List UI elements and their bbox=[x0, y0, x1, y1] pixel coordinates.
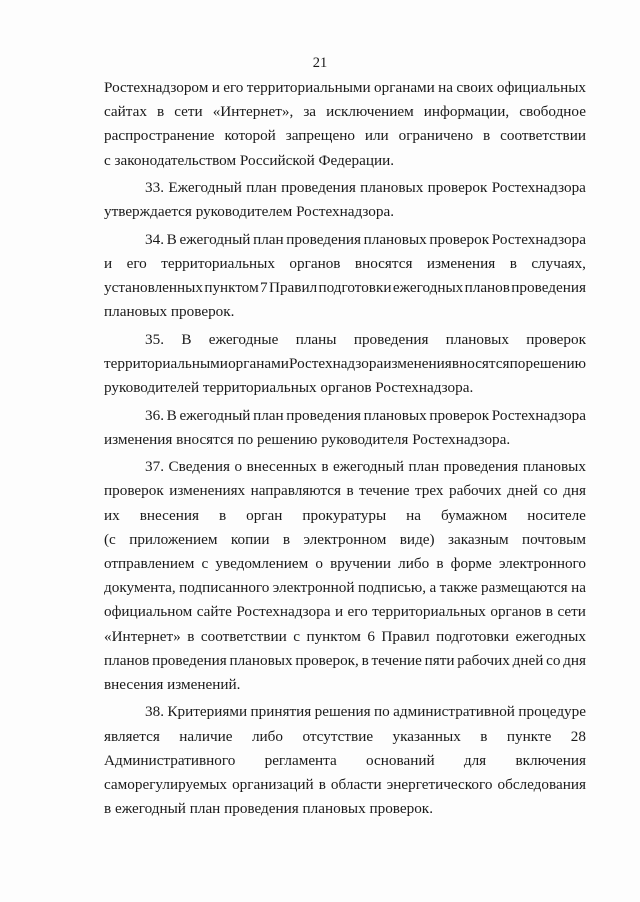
text-line: внесения изменений. bbox=[104, 675, 241, 693]
paragraph-38-first-line: 38. Критериями принятия решения по административной процедуре bbox=[145, 703, 586, 721]
text-line: Административного регламента оснований для включения bbox=[104, 751, 586, 769]
text-line: и его территориальных органов вносятся изменения в случаях, bbox=[104, 254, 586, 272]
text-line: их внесения в орган прокуратуры на бумажном носителе bbox=[104, 506, 586, 524]
text-line: сайтах в сети «Интернет», за исключением информации, свободное bbox=[104, 103, 586, 121]
text-line: «Интернет» в соответствии с пунктом 6 Правил подготовки ежегодных bbox=[104, 627, 586, 645]
text-line: отправлением с уведомлением о вручении либо в форме электронного bbox=[104, 555, 586, 573]
text-line: руководителей территориальных органов Ростехнадзора. bbox=[104, 379, 474, 397]
text-line: (с приложением копии в электронном виде) заказным почтовым bbox=[104, 530, 586, 548]
text-line: проверок изменениях направляются в течение трех рабочих дней со дня bbox=[104, 482, 586, 500]
document-body bbox=[104, 76, 586, 821]
text-line: в ежегодный план проведения плановых проверок. bbox=[104, 800, 433, 818]
text-line: саморегулируемых организаций в области энергетического обследования bbox=[104, 776, 586, 794]
paragraph-34-first-line: 34. В ежегодный план проведения плановых проверок Ростехнадзора bbox=[145, 230, 586, 248]
text-line: Ростехнадзором и его территориальными органами на своих официальных bbox=[104, 79, 586, 96]
paragraph-37-first-line: 37. Сведения о внесенных в ежегодный план проведения плановых bbox=[145, 458, 586, 476]
text-line: является наличие либо отсутствие указанных в пункте 28 bbox=[104, 727, 586, 745]
paragraph-36-first-line: 36. В ежегодный план проведения плановых проверок Ростехнадзора bbox=[145, 406, 586, 424]
text-line: распространение которой запрещено или ограничено в соответствии bbox=[104, 127, 586, 145]
text-line: плановых проверок. bbox=[104, 303, 235, 321]
text-line: с законодательством Российской Федерации. bbox=[104, 151, 395, 169]
text-line: изменения вносятся по решению руководителя Ростехнадзора. bbox=[104, 430, 511, 448]
text-line: документа, подписанного электронной подписью, а также размещаются на bbox=[104, 579, 586, 597]
text-line: планов проведения плановых проверок, в течение пяти рабочих дней со дня bbox=[104, 651, 586, 669]
text-line: официальном сайте Ростехнадзора и его территориальных органов в сети bbox=[104, 603, 586, 621]
text-line: установленных пунктом 7 Правил подготовки ежегодных планов проведения bbox=[104, 279, 586, 297]
paragraph-35-first-line: 35. В ежегодные планы проведения плановых проверок bbox=[145, 330, 586, 348]
paragraph-33-first-line: 33. Ежегодный план проведения плановых проверок Ростехнадзора bbox=[145, 179, 586, 197]
page-number: 21 bbox=[312, 55, 328, 71]
text-line: утверждается руководителем Ростехнадзора. bbox=[104, 203, 395, 221]
text-line: территориальными органами Ростехнадзора изменения вносятся по решению bbox=[104, 354, 586, 372]
